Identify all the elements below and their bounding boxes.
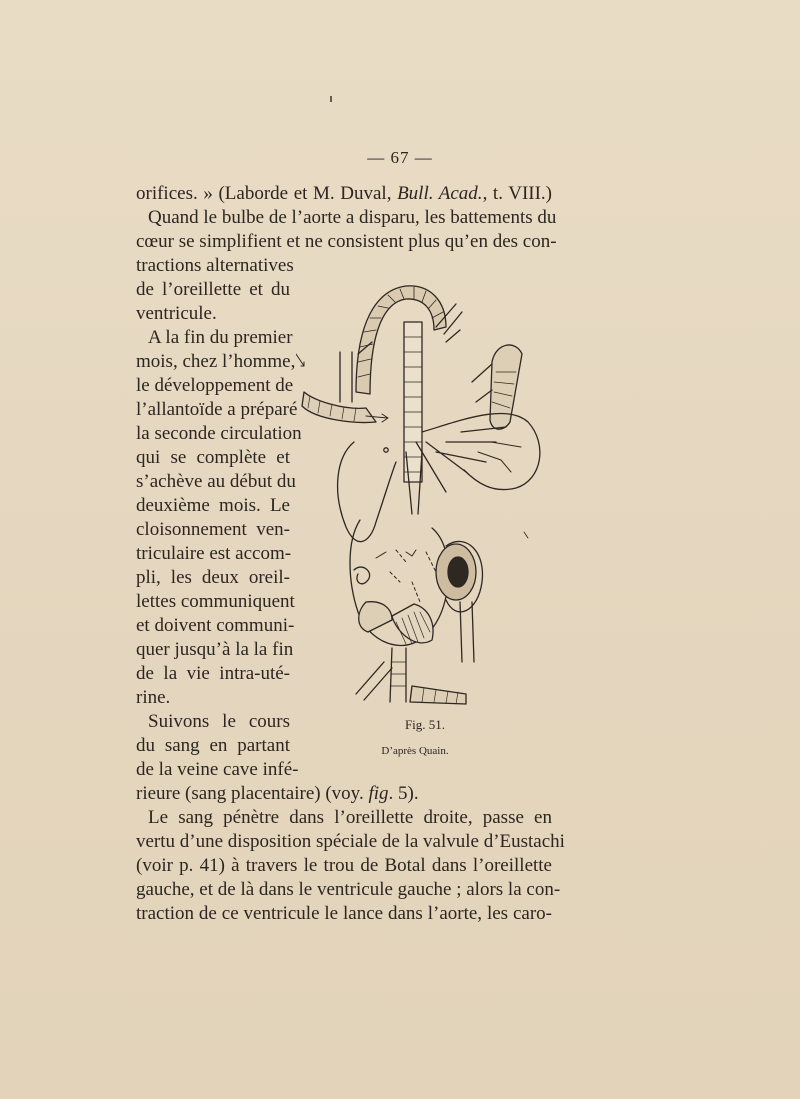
- text-line: vertu d’une disposition spéciale de la valvule d’Eustachi: [136, 831, 565, 852]
- text-line: pli, les deux oreil-: [136, 567, 290, 588]
- text-line: gauche, et de là dans le ventricule gauche ; alors la con-: [136, 879, 561, 900]
- text-line: rieure (sang placentaire) (voy. fig. 5).: [136, 783, 419, 804]
- text-line: triculaire est accom-: [136, 543, 292, 564]
- text-line: de la vie intra-uté-: [136, 663, 290, 684]
- text-line: Le sang pénètre dans l’oreillette droite, passe en: [148, 807, 552, 828]
- text-line: lettes communiquent: [136, 591, 295, 612]
- heart-outline: [338, 442, 396, 542]
- text-line: l’allantoïde a préparé: [136, 399, 298, 420]
- text-line: le développement de: [136, 375, 294, 396]
- text-line: orifices. » (Laborde et M. Duval, Bull. Acad., t. VIII.): [136, 183, 553, 204]
- text-line: (voir p. 41) à travers le trou de Botal dans l’oreillette: [136, 855, 552, 876]
- text-line: cloisonnement ven-: [136, 519, 290, 540]
- umbilical-vein: [490, 345, 522, 429]
- text-line: la seconde circulation: [136, 423, 302, 444]
- vena-cava-inferior: [390, 648, 406, 702]
- text-line: deuxième mois. Le: [136, 495, 290, 516]
- text-line: s’achève au début du: [136, 471, 296, 492]
- text-line: cœur se simplifient et ne consistent plus qu’en des con-: [136, 231, 557, 252]
- text-line: quer jusqu’à la la fin: [136, 639, 294, 660]
- text-line: tractions alternatives: [136, 255, 294, 276]
- text-line: qui se complète et: [136, 447, 290, 468]
- text-line: traction de ce ventricule le lance dans l’aorte, les caro-: [136, 903, 552, 924]
- text-line: rine.: [136, 687, 171, 708]
- text-line: et doivent communi-: [136, 615, 295, 636]
- text-line: de la veine cave infé-: [136, 759, 299, 780]
- text-line: Suivons le cours: [148, 711, 290, 732]
- text-line: ventricule.: [136, 303, 217, 324]
- aortic-arch: [356, 286, 446, 394]
- fetal-circulation-illustration: [296, 282, 552, 712]
- text-line: du sang en partant: [136, 735, 290, 756]
- figure-caption: Fig. 51.: [404, 717, 446, 732]
- text-line: de l’oreillette et du: [136, 279, 290, 300]
- text-line: Quand le bulbe de l’aorte a disparu, les battements du: [148, 207, 557, 228]
- figure-credit: D’après Quain.: [381, 745, 449, 757]
- paper-speck: [330, 96, 332, 102]
- page-number: — 67 —: [367, 148, 433, 167]
- text-line: A la fin du premier: [148, 327, 293, 348]
- text-line: mois, chez l’homme,: [136, 351, 296, 372]
